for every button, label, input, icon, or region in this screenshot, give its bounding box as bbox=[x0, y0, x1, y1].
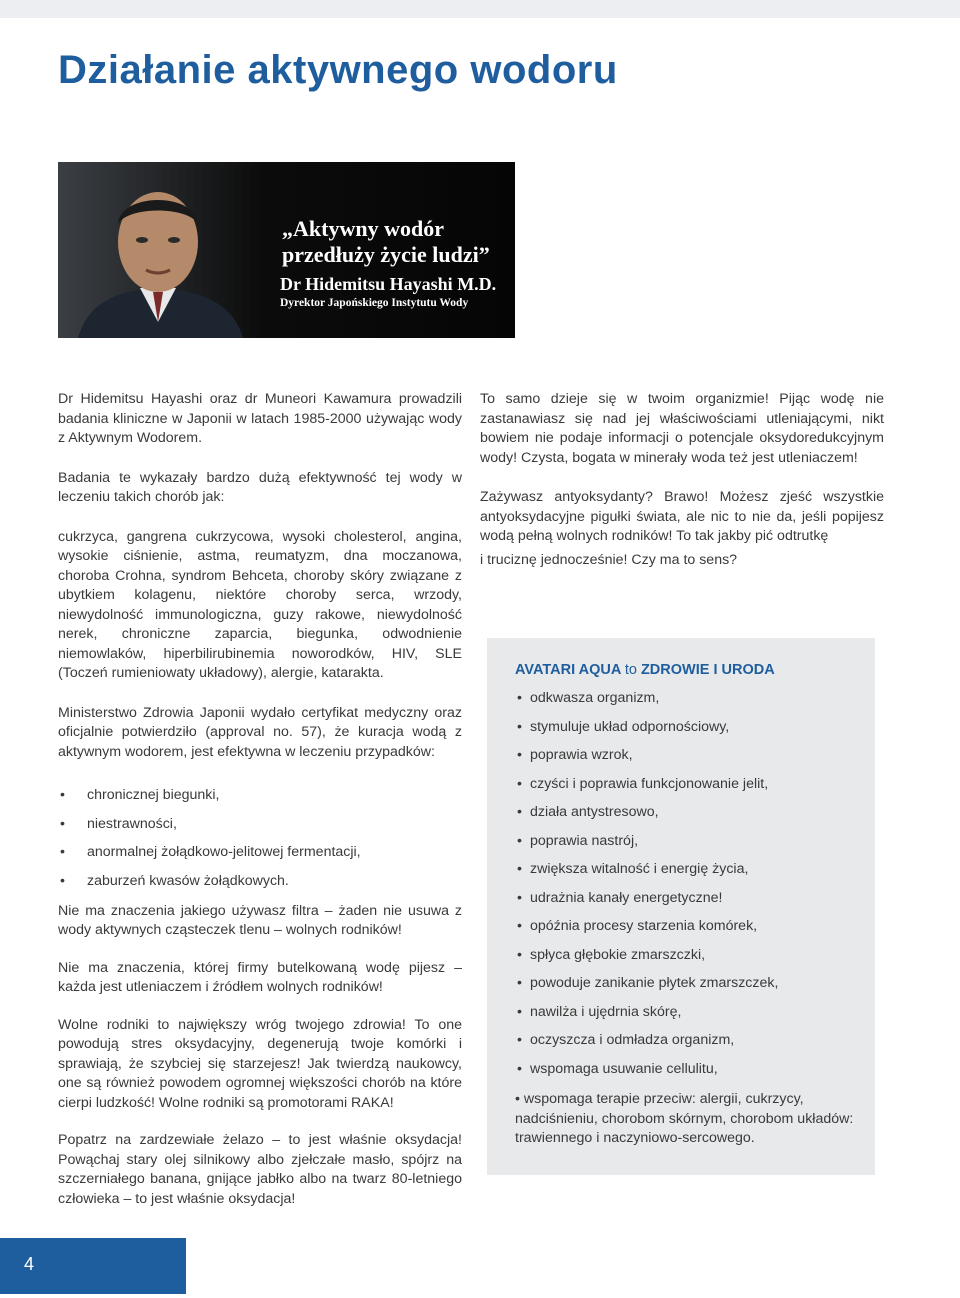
paragraph-body: To samo dzieje się w twoim organizmie! Pijąc wodę nie zastanawiasz się nad jej właściwościami utleniającymi, nikt bowiem nie podaje informacji o potencjale oksydoredukcyjnym wody! Czysta, bogata w minerały woda też jest utleniaczem! bbox=[480, 391, 884, 466]
list-item: • poprawia wzrok, bbox=[515, 746, 865, 775]
paragraph-sense: i truciznę jednocześnie! Czy ma to sens? bbox=[480, 551, 738, 568]
doctor-role: Dyrektor Japońskiego Instytutu Wody bbox=[280, 297, 469, 309]
paragraph-diseases: cukrzyca, gangrena cukrzycowa, wysoki cholesterol, angina, wysokie ciśnienie, astma, reumatyzm, dna moczanowa, choroba Crohna, syndrom Behceta, choroby skóry związane z ubytkiem kolagenu, niektóre choroby serca, wrzody, niewydolność immunologiczna, guzy rakowe, niewydolność nerek, chroniczne zaparcia, biegunka, odwodnienie niemowlaków, hiperbilirubinemia noworodków, HIV, SLE (Toczeń rumieniowaty układowy), alergie, katarakta. bbox=[58, 528, 462, 681]
paragraph-intro: Dr Hidemitsu Hayashi oraz dr Muneori Kawamura prowadzili badania kliniczne w Japonii w latach 1985-2000 używając wody z Aktywnym Wodorem. bbox=[58, 391, 462, 446]
paragraph-ministry: Ministerstwo Zdrowia Japonii wydało certyfikat medyczny oraz oficjalnie potwierdziło (approval no. 57), że kuracja wodą z aktywnym wodorem, jest efektywna w leczeniu przypadków: bbox=[58, 704, 462, 760]
box-heading: AVATARI AQUA to ZDROWIE I URODA bbox=[515, 662, 775, 678]
list-item: • odkwasza organizm, bbox=[515, 689, 865, 718]
hero-banner bbox=[58, 162, 515, 338]
list-item: • nawilża i ujędrnia skórę, bbox=[515, 1003, 865, 1032]
list-item: • zaburzeń kwasów żołądkowych. bbox=[58, 872, 462, 892]
doctor-name: Dr Hidemitsu Hayashi M.D. bbox=[280, 274, 497, 294]
quote-line-2: przedłuży życie ludzi” bbox=[282, 242, 490, 267]
page-number-tab bbox=[0, 1238, 186, 1294]
paragraph-filter: Nie ma znaczenia jakiego używasz filtra – żaden nie usuwa z wody aktywnych cząsteczek tlenu – wolnych rodników! bbox=[58, 902, 462, 938]
benefits-list bbox=[515, 689, 865, 1149]
page-title: Działanie aktywnego wodoru bbox=[58, 48, 618, 92]
paragraph-oxidation: Popatrz na zardzewiałe żelazo – to jest właśnie oksydacja! Powąchaj stary olej silnikowy albo zjełczałe masło, spójrz na szczerniałego banana, gnijące jabłko albo na twarz 80-letniego człowieka – to jest właśnie oksydacja! bbox=[58, 1132, 462, 1207]
portrait-photo bbox=[58, 162, 258, 338]
paragraph-antioxidants: Zażywasz antyoksydanty? Brawo! Możesz zjeść wszystkie antyoksydacyjne pigułki świata, ale nic to nie da, jeśli popijesz wodą pełną wolnych rodników! To tak jakby pić odtrutkę bbox=[480, 489, 884, 544]
quote-line-1: „Aktywny wodór bbox=[282, 216, 444, 241]
list-item: • opóźnia procesy starzenia komórek, bbox=[515, 917, 865, 946]
right-column bbox=[480, 390, 884, 570]
paragraph-results: Badania te wykazały bardzo dużą efektywność tej wody w leczeniu takich chorób jak: bbox=[58, 469, 462, 505]
list-item: • wspomaga terapie przeciw: alergii, cukrzycy, nadciśnieniu, chorobom skórnym, chorobom układów: trawiennego i naczyniowo-sercowego. bbox=[515, 1091, 854, 1146]
list-item: • stymuluje układ odpornościowy, bbox=[515, 718, 865, 747]
list-item: • powoduje zanikanie płytek zmarszczek, bbox=[515, 974, 865, 1003]
list-item: • zwiększa witalność i energię życia, bbox=[515, 860, 865, 889]
list-item: • czyści i poprawia funkcjonowanie jelit, bbox=[515, 775, 865, 804]
list-item: • wspomaga usuwanie cellulitu, bbox=[515, 1060, 865, 1089]
list-item: • niestrawności, bbox=[58, 815, 462, 844]
list-item: • spłyca głębokie zmarszczki, bbox=[515, 946, 865, 975]
paragraph-bottled: Nie ma znaczenia, której firmy butelkowaną wodę pijesz – każda jest utleniaczem i źródłem wolnych rodników! bbox=[58, 959, 462, 995]
list-item: • działa antystresowo, bbox=[515, 803, 865, 832]
cases-list bbox=[58, 786, 462, 892]
list-item: • udrażnia kanały energetyczne! bbox=[515, 889, 865, 918]
list-item: • anormalnej żołądkowo-jelitowej fermentacji, bbox=[58, 843, 462, 872]
paragraph-free-radicals: Wolne rodniki to największy wróg twojego zdrowia! To one powodują stres oksydacyjny, degenerują twoje komórki i sprawiają, że szybciej się starzejesz! Jak twierdzą naukowcy, one są również powodem ogromnej większości chorób na które cierpi ludzkość! Wolne rodniki są promotorami RAKA! bbox=[58, 1016, 462, 1111]
list-item: • poprawia nastrój, bbox=[515, 832, 865, 861]
top-rule bbox=[0, 0, 960, 18]
banner-quote bbox=[268, 216, 508, 268]
list-item: • chronicznej biegunki, bbox=[58, 786, 462, 815]
benefits-box bbox=[487, 638, 875, 1175]
list-item: • oczyszcza i odmładza organizm, bbox=[515, 1031, 865, 1060]
left-column bbox=[58, 390, 462, 1209]
page-number: 4 bbox=[24, 1254, 35, 1274]
